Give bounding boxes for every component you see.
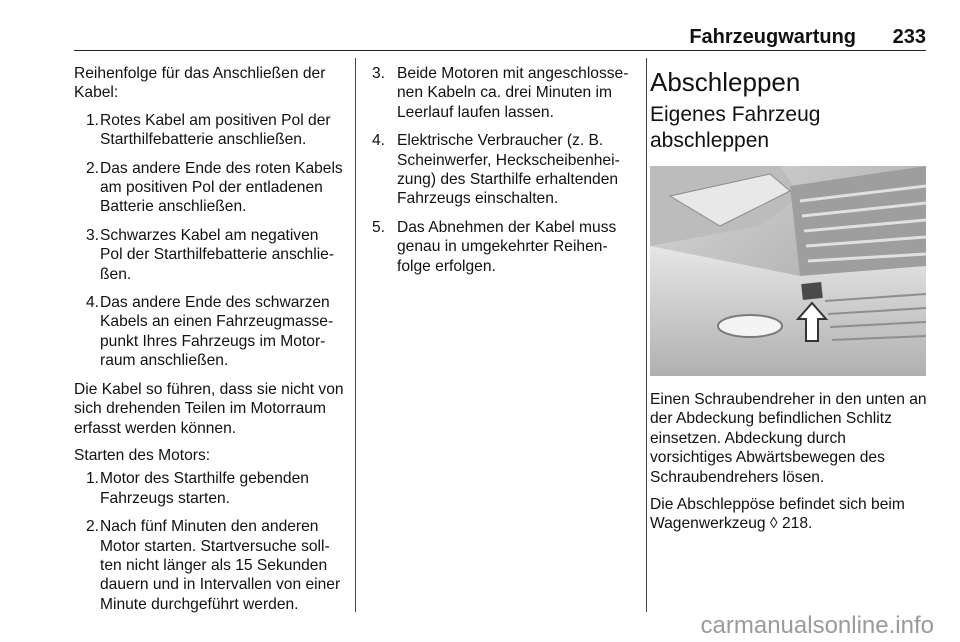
section-title: Fahrzeugwartung <box>689 26 856 48</box>
step-text: Das andere Ende des schwarzen Kabels an einen Fahrzeugmassepunkt Ihres Fahrzeugs im Motorraum anschließen. <box>100 294 334 370</box>
list-item <box>74 111 344 150</box>
connect-intro: Reihenfolge für das Anschließen der Kabel: <box>74 65 326 102</box>
column-divider-2 <box>646 58 647 612</box>
towing-eye-text: Die Abschleppöse befindet sich beim Wagenwerkzeug <box>650 496 905 533</box>
step-text: Nach fünf Minuten den anderen Motor starten. Startversuche sollten nicht länger als 15 Sekunden dauern und in Intervallen von einer Minute durchgeführt werden. <box>100 518 341 613</box>
watermark: carmanualsonline.info <box>700 612 934 639</box>
column-divider-1 <box>355 58 356 612</box>
routing-paragraph: Die Kabel so führen, dass sie nicht von sich drehenden Teilen im Motorraum erfasst werden können. <box>74 380 344 437</box>
step-text: Rotes Kabel am positiven Pol der Starthilfebatterie anschließen. <box>100 111 331 149</box>
towing-cover-photo <box>650 166 926 376</box>
step-number: 2. <box>86 518 100 536</box>
list-item <box>74 293 344 371</box>
step-number: 3. <box>372 65 386 82</box>
column-middle <box>372 64 632 285</box>
step-number: 4. <box>372 132 386 150</box>
step-number: 3. <box>86 226 100 244</box>
list-item <box>74 226 344 284</box>
page-number: 233 <box>892 26 926 48</box>
header-rule <box>74 50 926 51</box>
connect-steps-list <box>74 111 344 371</box>
start-steps-list <box>74 469 344 614</box>
step-number: 5. <box>372 218 386 236</box>
step-text: Schwarzes Kabel am negativen Pol der Starthilfebatterie anschließen. <box>100 226 335 283</box>
list-item <box>74 517 344 614</box>
page-reference: 218. <box>781 515 813 533</box>
list-item <box>372 131 632 209</box>
step-text: Das Abnehmen der Kabel muss genau in umgekehrter Reihenfolge erfolgen. <box>397 218 617 275</box>
column-right <box>650 66 930 542</box>
list-item <box>372 218 632 276</box>
list-item <box>74 469 344 508</box>
step-number: 1. <box>86 111 100 129</box>
towing-instructions: Einen Schraubendreher in den unten an der Abdeckung befindlichen Schlitz einsetzen. Abdeckung durch vorsichtiges Abwärtsbewegen des Schraubendrehers lösen. <box>650 391 927 486</box>
start-heading: Starten des Motors: <box>74 446 211 464</box>
step-number: 2. <box>86 159 100 177</box>
continued-steps-list <box>372 64 632 276</box>
subsection-heading: Eigenes Fahrzeug abschleppen <box>650 103 821 152</box>
page-header <box>74 26 926 50</box>
step-text: Motor des Starthilfe gebenden Fahrzeugs starten. <box>100 470 309 507</box>
section-heading: Abschleppen <box>650 67 801 97</box>
column-left <box>74 64 344 623</box>
towing-eye-location <box>650 495 930 534</box>
step-text: Das andere Ende des roten Kabels am positiven Pol der entladenen Batterie anschließen. <box>100 159 343 216</box>
step-text: Elektrische Verbraucher (z. B. Scheinwerfer, Heckscheibenheizung) des Starthilfe erhaltenden Fahrzeugs einschalten. <box>397 132 620 208</box>
list-item <box>372 64 632 122</box>
list-item <box>74 159 344 217</box>
page-reference-icon: ◊ <box>769 515 778 533</box>
step-text: Beide Motoren mit angeschlossenen Kabeln ca. drei Minuten im Leerlauf laufen lassen. <box>397 65 629 121</box>
step-number: 4. <box>86 294 100 312</box>
step-number: 1. <box>86 470 100 488</box>
